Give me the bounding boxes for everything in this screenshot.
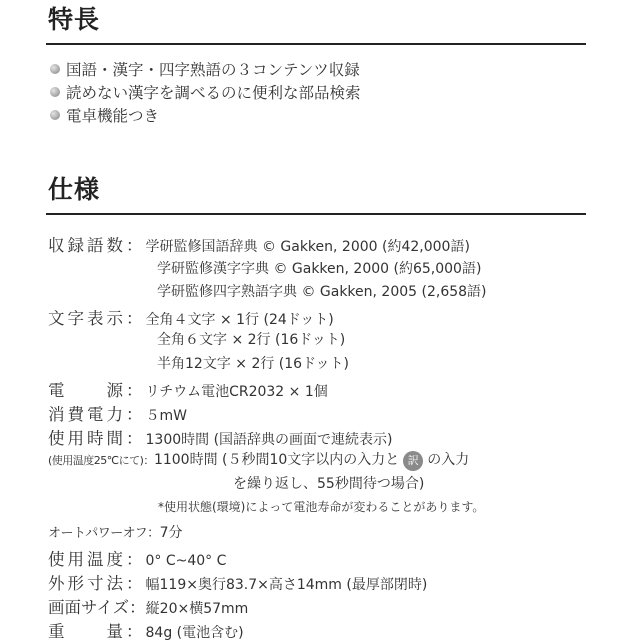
spec-label: 使用温度：	[48, 550, 146, 569]
feature-item	[50, 57, 361, 80]
features-list	[50, 57, 361, 126]
spec-label: オートパワーオフ：	[48, 526, 160, 541]
spec-label: 収録語数：	[48, 236, 146, 255]
spec-consumption	[48, 401, 187, 425]
spec-value: 1300時間 (国語辞典の画面で連続表示)	[145, 432, 393, 448]
spec-value: 84g (電池含む)	[145, 625, 244, 641]
spec-usage-time	[48, 425, 393, 449]
spec-value: 半角12文字 × 2行 (16ドット)	[157, 356, 349, 372]
spec-auto-off	[48, 522, 183, 542]
spec-usage-time-alt	[48, 449, 469, 471]
features-divider	[46, 43, 586, 45]
spec-value: ５mW	[145, 408, 187, 424]
spec-value: 学研監修漢字字典 © Gakken, 2000 (約65,000語)	[157, 261, 482, 277]
spec-value: 全角４文字 × 1行 (24ドット)	[145, 312, 334, 328]
spec-weight	[48, 618, 244, 642]
spec-screen-size	[48, 594, 248, 618]
features-heading: 特長	[48, 5, 101, 34]
spec-label: 画面サイズ：	[48, 598, 146, 617]
spec-value: を繰り返し、55秒間待つ場合)	[233, 476, 425, 492]
spec-value: 0° C~40° C	[145, 553, 227, 569]
spec-label: 消費電力：	[48, 405, 146, 424]
specs-divider	[46, 213, 586, 215]
spec-label: 使用時間：	[48, 429, 146, 448]
spec-value: 学研監修四字熟語字典 © Gakken, 2005 (2,658語)	[157, 284, 487, 300]
spec-entries	[48, 232, 470, 256]
spec-value: の入力	[427, 452, 470, 468]
spec-label: 文字表示：	[48, 309, 146, 328]
spec-label: 重 量：	[48, 622, 146, 641]
feature-text: 国語・漢字・四字熟語の３コンテンツ収録	[66, 60, 360, 79]
bullet-icon	[50, 110, 60, 120]
specs-heading: 仕様	[48, 175, 101, 204]
spec-power	[48, 377, 328, 401]
feature-item	[50, 80, 361, 103]
spec-value: 学研監修国語辞典 © Gakken, 2000 (約42,000語)	[145, 239, 470, 255]
spec-value: 幅119×奥行83.7×高さ14mm (最厚部閉時)	[145, 577, 428, 593]
spec-value: 全角６文字 × 2行 (16ドット)	[157, 332, 346, 348]
translate-key-icon: 訳	[403, 451, 423, 471]
spec-value: 縦20×横57mm	[145, 601, 249, 617]
bullet-icon	[50, 87, 60, 97]
bullet-icon	[50, 64, 60, 74]
feature-text: 電卓機能つき	[66, 106, 160, 125]
spec-label: (使用温度25℃にて)：	[48, 454, 154, 467]
feature-text: 読めない漢字を調べるのに便利な部品検索	[66, 83, 361, 102]
spec-value: リチウム電池CR2032 × 1個	[145, 384, 328, 400]
spec-value: 7分	[159, 525, 183, 541]
spec-label: 外形寸法：	[48, 574, 146, 593]
spec-dimensions	[48, 570, 427, 594]
feature-item	[50, 103, 361, 126]
spec-label: 電 源：	[48, 381, 146, 400]
spec-display	[48, 305, 334, 329]
spec-temperature	[48, 546, 226, 570]
battery-note: *使用状態(環境)によって電池寿命が変わることがあります。	[158, 500, 485, 514]
spec-value: 1100時間 (５秒間10文字以内の入力と	[153, 452, 400, 468]
